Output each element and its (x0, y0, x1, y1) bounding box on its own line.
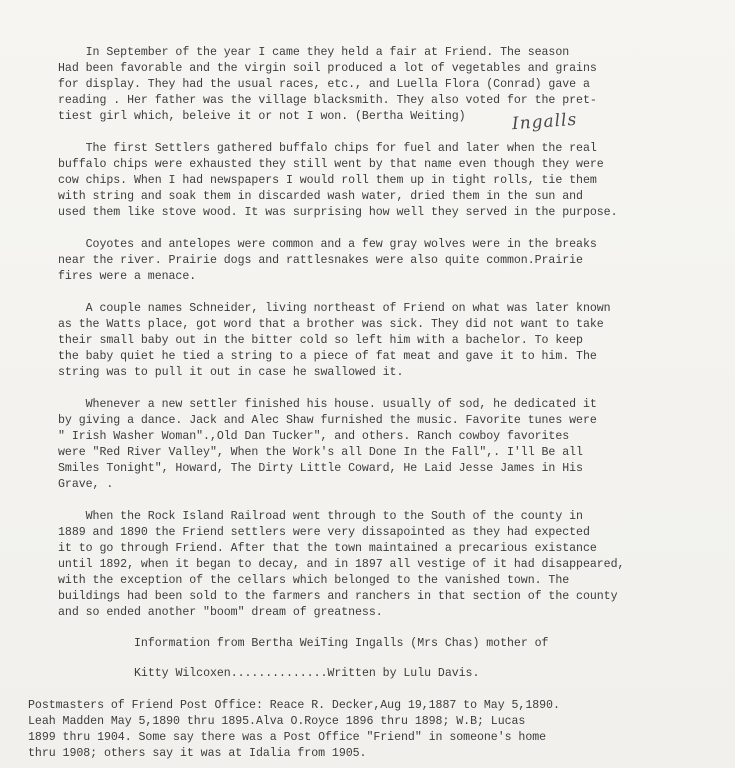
written-by-line: Kitty Wilcoxen..............Written by Lulu Davis. (134, 667, 480, 680)
text-line: string was to pull it out in case he swallowed it. (58, 366, 404, 379)
text-line: buildings had been sold to the farmers and ranchers in that section of the county (58, 590, 618, 603)
text-line: and so ended another "boom" dream of greatness. (58, 606, 383, 619)
text-line: " Irish Washer Woman".,Old Dan Tucker", and others. Ranch cowboy favorites (58, 430, 570, 443)
text-line: A couple names Schneider, living northeast of Friend on what was later known (58, 302, 611, 315)
text-line: buffalo chips were exhausted they still went by that name even though they were (58, 158, 604, 171)
text-line: thru 1908; others say it was at Idalia from 1905. (28, 747, 367, 760)
handwritten-signature: Ingalls (511, 109, 578, 135)
text-line: Postmasters of Friend Post Office: Reace R. Decker,Aug 19,1887 to May 5,1890. (28, 699, 560, 712)
text-line: In September of the year I came they held a fair at Friend. The season (58, 46, 570, 59)
text-line: with string and soak them in discarded wash water, dried them in the sun and (58, 190, 583, 203)
text-line: 1889 and 1890 the Friend settlers were very dissapointed as they had expected (58, 526, 590, 539)
text-line: it to go through Friend. After that the town maintained a precarious existance (58, 542, 597, 555)
text-line: used them like stove wood. It was surprising how well they served in the purpose. (58, 206, 618, 219)
text-line: by giving a dance. Jack and Alec Shaw furnished the music. Favorite tunes were (58, 414, 597, 427)
text-line: Whenever a new settler finished his house. usually of sod, he dedicated it (58, 398, 597, 411)
text-line: Grave, . (58, 478, 114, 491)
text-line: until 1892, when it began to decay, and in 1897 all vestige of it had disappeared, (58, 558, 625, 571)
text-line: 1899 thru 1904. Some say there was a Post Office "Friend" in someone's home (28, 731, 547, 744)
text-line: with the exception of the cellars which belonged to the vanished town. The (58, 574, 570, 587)
text-line: the baby quiet he tied a string to a piece of fat meat and gave it to him. The (58, 350, 597, 363)
text-line: were "Red River Valley", When the Work's all Done In the Fall",. I'll Be all (58, 446, 583, 459)
text-line: When the Rock Island Railroad went through to the South of the county in (58, 510, 583, 523)
information-line: Information from Bertha WeiTing Ingalls (Mrs Chas) mother of (134, 637, 549, 650)
text-line: cow chips. When I had newspapers I would roll them up in tight rolls, tie them (58, 174, 597, 187)
text-line: Smiles Tonight", Howard, The Dirty Little Coward, He Laid Jesse James in His (58, 462, 583, 475)
text-line: for display. They had the usual races, etc., and Luella Flora (Conrad) gave a (58, 78, 590, 91)
text-line: their small baby out in the bitter cold so left him with a bachelor. To keep (58, 334, 583, 347)
text-line: near the river. Prairie dogs and rattlesnakes were also quite common.Prairie (58, 254, 583, 267)
text-line: The first Settlers gathered buffalo chips for fuel and later when the real (58, 142, 597, 155)
text-line: tiest girl which, beleive it or not I won. (Bertha Weiting) (58, 110, 466, 123)
text-line: Coyotes and antelopes were common and a few gray wolves were in the breaks (58, 238, 597, 251)
text-line: fires were a menace. (58, 270, 197, 283)
text-line: as the Watts place, got word that a brother was sick. They did not want to take (58, 318, 604, 331)
text-line: Had been favorable and the virgin soil produced a lot of vegetables and grains (58, 62, 597, 75)
text-line: Leah Madden May 5,1890 thru 1895.Alva O.Royce 1896 thru 1898; W.B; Lucas (28, 715, 526, 728)
text-line: reading . Her father was the village blacksmith. They also voted for the pret- (58, 94, 597, 107)
